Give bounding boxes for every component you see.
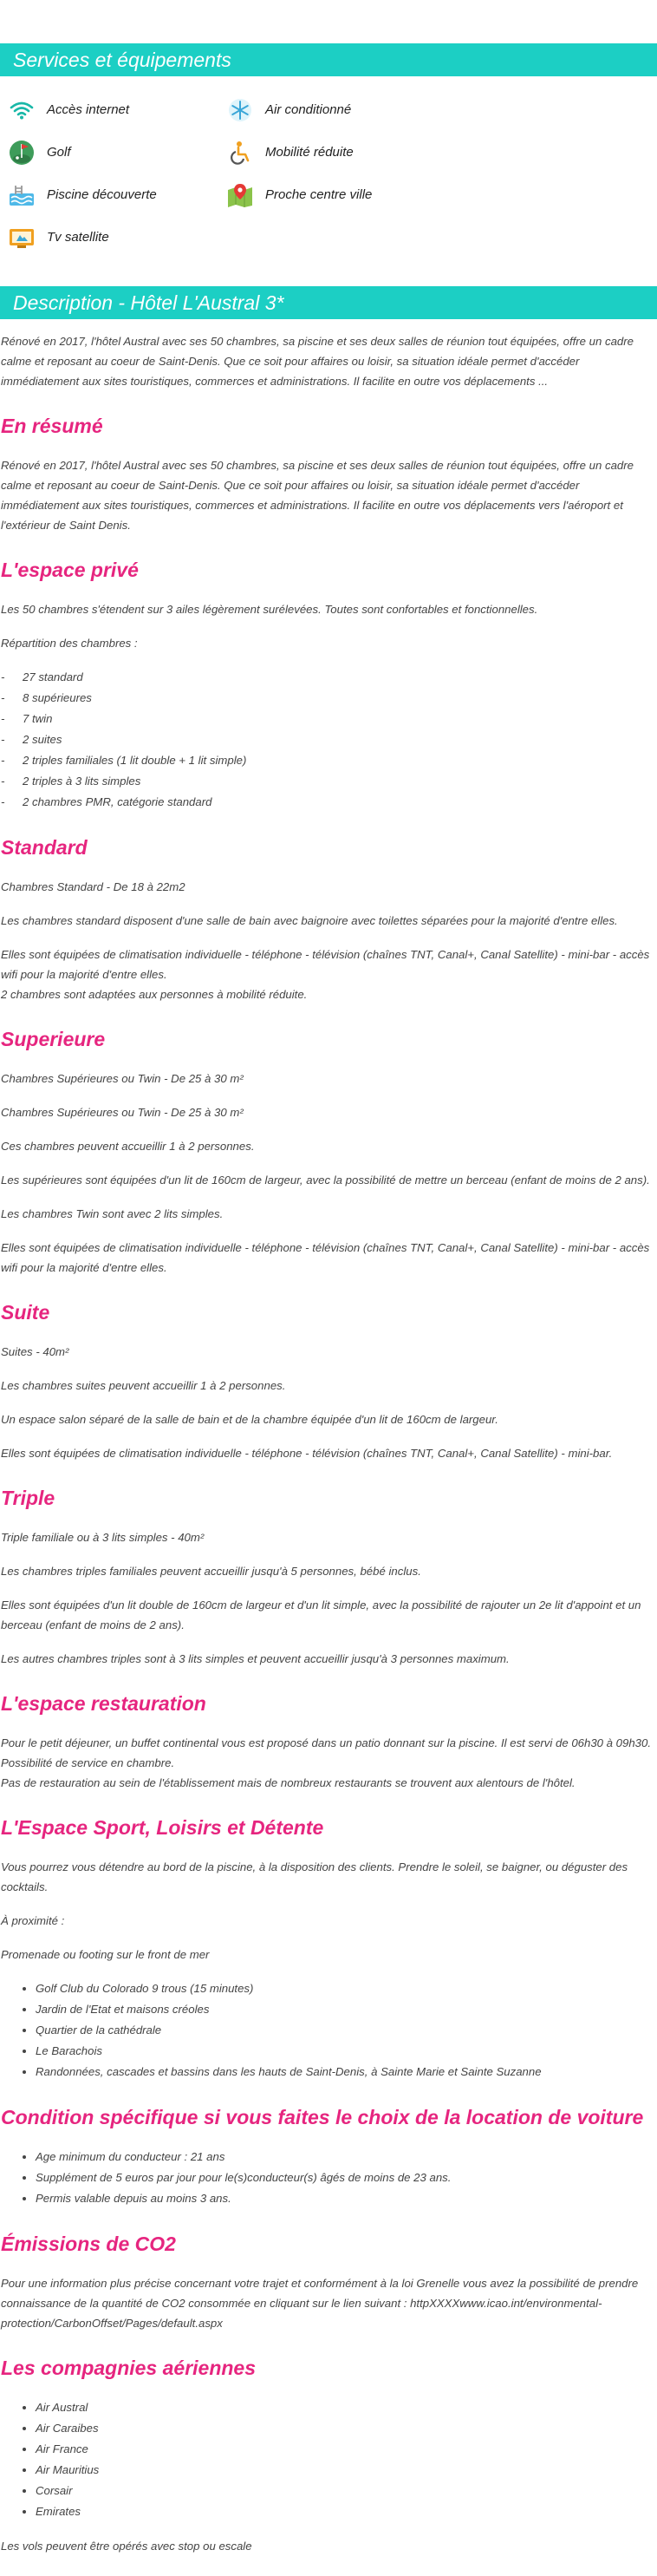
superieure-text: Les supérieures sont équipées d'un lit de 160cm de largeur, avec la possibilité de mettre un berceau (enfant de moins de 2 ans). [1,1174,650,1187]
nearby-activities-list [1,1978,656,2082]
triple-text: Les autres chambres triples sont à 3 lits simples et peuvent accueillir jusqu'à 3 personnes maximum. [1,1652,510,1665]
list-item: - 2 triples familiales (1 lit double + 1 lit simple) [1,750,656,771]
prive-text: Répartition des chambres : [1,637,138,650]
standard-text: Chambres Standard - De 18 à 22m2 [1,880,185,893]
section-title-resume: En résumé [1,415,103,437]
superieure-text: Elles sont équipées de climatisation individuelle - téléphone - télévision (chaînes TNT, Canal+, Canal Satellite) - mini-bar - accès wifi pour la majorité d'entre elles. [1,1241,650,1274]
list-item: • Air Caraibes [36,2418,656,2439]
section-title-restauration: L'espace restauration [1,1692,206,1715]
section-title-superieure: Superieure [1,1028,106,1050]
prive-text: Les 50 chambres s'étendent sur 3 ailes légèrement surélevées. Toutes sont confortables et fonctionnelles. [1,603,538,616]
superieure-text: Chambres Supérieures ou Twin - De 25 à 30 m² [1,1072,244,1085]
snowflake-icon [227,97,253,123]
section-title-triple: Triple [1,1487,55,1509]
service-label: Tv satellite [47,230,109,245]
service-item-satellite-tv [9,216,227,258]
sport-text: Vous pourrez vous détendre au bord de la piscine, à la disposition des clients. Prendre le soleil, se baigner, ou déguster des cocktails. [1,1860,628,1893]
description-intro: Rénové en 2017, l'hôtel Austral avec ses 50 chambres, sa piscine et ses deux salles de réunion tout équipées, offre un cadre calme et reposant au coeur de Saint-Denis. Que ce soit pour affaires ou loisir, sa situation idéale permet d'accéder immédiatement aux sites touristiques, commerces et administrations. Il facilite en outre vos déplacements ... [1,335,634,388]
airlines-note: Les vols peuvent être opérés avec stop ou escale [1,2540,252,2553]
triple-text: Triple familiale ou à 3 lits simples - 40m² [1,1531,205,1544]
standard-pmr: 2 chambres sont adaptées aux personnes à mobilité réduite. [1,988,308,1001]
superieure-text: Ces chambres peuvent accueillir 1 à 2 personnes. [1,1140,255,1153]
suite-text: Elles sont équipées de climatisation individuelle - téléphone - télévision (chaînes TNT, Canal+, Canal Satellite) - mini-bar. [1,1447,613,1460]
superieure-text: Chambres Supérieures ou Twin - De 25 à 30 m² [1,1106,244,1119]
service-item-internet [9,88,227,131]
section-title-prive: L'espace privé [1,559,139,581]
suite-text: Suites - 40m² [1,1345,69,1358]
triple-text: Elles sont équipées d'un lit double de 160cm de largeur et d'un lit simple, avec la possibilité de rajouter un 2e lit d'appoint et un berceau (enfant de moins de 2 ans). [1,1599,641,1631]
section-title-sport: L'Espace Sport, Loisirs et Détente [1,1816,324,1839]
list-item: - 2 chambres PMR, catégorie standard [1,792,656,813]
service-label: Piscine découverte [47,187,157,202]
wheelchair-icon [227,140,253,166]
restaurant-info: Pas de restauration au sein de l'établissement mais de nombreux restaurants se trouvent aux alentours de l'hôtel. [1,1776,576,1789]
sport-text: Promenade ou footing sur le front de mer [1,1948,210,1961]
service-label: Accès internet [47,102,130,117]
list-item: • Emirates [36,2501,656,2522]
pool-icon [9,182,35,208]
standard-text: Les chambres standard disposent d'une salle de bain avec baignoire avec toilettes séparées pour la majorité d'entre elles. [1,914,618,927]
list-item: • Supplément de 5 euros par jour pour le(s)conducteur(s) âgés de moins de 23 ans. [36,2167,656,2188]
suite-text: Les chambres suites peuvent accueillir 1 à 2 personnes. [1,1379,286,1392]
list-item: • Permis valable depuis au moins 3 ans. [36,2188,656,2209]
service-item-reduced-mobility [227,131,446,173]
list-item: • Golf Club du Colorado 9 trous (15 minutes) [36,1978,656,1999]
services-banner: Services et équipements [0,43,657,76]
map-pin-icon [227,182,253,208]
section-title-location: Condition spécifique si vous faites le choix de la location de voiture [1,2106,644,2128]
wifi-icon [9,97,35,123]
list-item: - 27 standard [1,667,656,688]
list-item: • Age minimum du conducteur : 21 ans [36,2147,656,2167]
list-item: - 2 triples à 3 lits simples [1,771,656,792]
service-label: Golf [47,145,71,160]
superieure-text: Les chambres Twin sont avec 2 lits simples. [1,1207,224,1220]
service-label: Proche centre ville [265,187,373,202]
section-title-suite: Suite [1,1301,50,1324]
airlines-list [1,2397,656,2522]
section-title-compagnies: Les compagnies aériennes [1,2357,257,2379]
list-item: - 7 twin [1,709,656,729]
service-item-golf [9,131,227,173]
list-item: - 8 supérieures [1,688,656,709]
service-item-city-center [227,173,446,216]
golf-icon [9,140,35,166]
list-item: • Jardin de l'Etat et maisons créoles [36,1999,656,2020]
service-item-air-conditioning [227,88,446,131]
standard-text [1,945,656,1004]
triple-text: Les chambres triples familiales peuvent accueillir jusqu'à 5 personnes, bébé inclus. [1,1565,421,1578]
service-label: Air conditionné [265,102,352,117]
resume-text: Rénové en 2017, l'hôtel Austral avec ses 50 chambres, sa piscine et ses deux salles de réunion tout équipées, offre un cadre calme et reposant au coeur de Saint-Denis. Que ce soit pour affaires ou loisir, sa situation idéale permet d'accéder immédiatement aux sites touristiques, commerces et administrations. Il facilite en outre vos déplacements vers l'aéroport et l'extérieur de Saint Denis. [1,459,634,532]
co2-text: Pour une information plus précise concernant votre trajet et conformément à la loi Grenelle vous avez la possibilité de prendre connaissance de la quantité de CO2 consommée en cliquant sur le lien suivant : httpXXXXwww.icao.int/environmental-protection/CarbonOffset/Pages/default.aspx [1,2277,639,2330]
description-content [0,331,657,2556]
section-title-co2: Émissions de CO2 [1,2233,176,2255]
list-item: - 2 suites [1,729,656,750]
list-item: • Air Mauritius [36,2460,656,2481]
room-distribution-list [1,667,656,813]
restauration-text [1,1733,656,1793]
service-item-pool [9,173,227,216]
car-rental-conditions-list [1,2147,656,2209]
sport-text: À proximité : [1,1914,65,1927]
section-title-standard: Standard [1,836,88,859]
list-item: • Randonnées, cascades et bassins dans les hauts de Saint-Denis, à Sainte Marie et Sainte Suzanne [36,2062,656,2082]
services-grid [0,76,657,258]
list-item: • Le Barachois [36,2041,656,2062]
list-item: • Air Austral [36,2397,656,2418]
standard-equipment: Elles sont équipées de climatisation individuelle - téléphone - télévision (chaînes TNT, Canal+, Canal Satellite) - mini-bar - accès wifi pour la majorité d'entre elles. [1,948,650,981]
suite-text: Un espace salon séparé de la salle de bain et de la chambre équipée d'un lit de 160cm de largeur. [1,1413,498,1426]
list-item: • Corsair [36,2481,656,2501]
tv-icon [9,225,35,251]
description-banner: Description - Hôtel L'Austral 3* [0,286,657,319]
breakfast-info: Pour le petit déjeuner, un buffet continental vous est proposé dans un patio donnant sur la piscine. Il est servi de 06h30 à 09h30. Possibilité de service en chambre. [1,1736,651,1769]
service-label: Mobilité réduite [265,145,354,160]
list-item: • Air France [36,2439,656,2460]
list-item: • Quartier de la cathédrale [36,2020,656,2041]
